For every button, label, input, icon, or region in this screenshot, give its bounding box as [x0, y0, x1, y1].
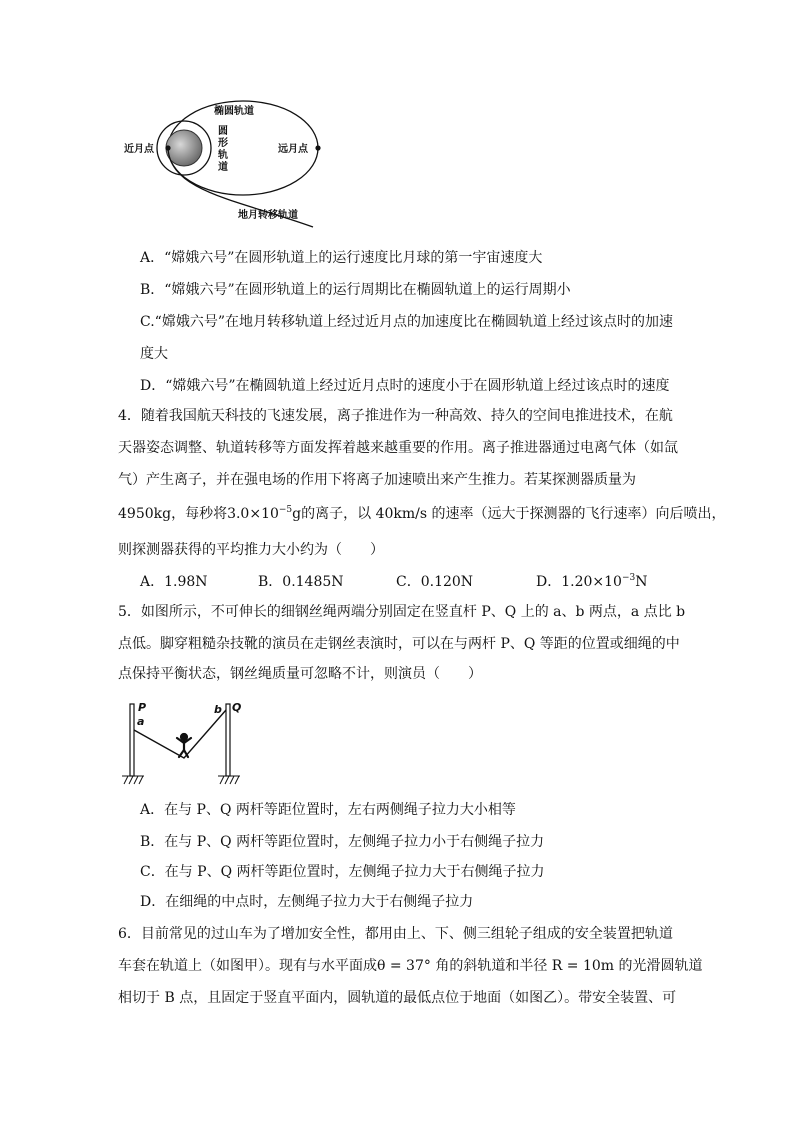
q6-stem-line-2: 车套在轨道上（如图甲）。现有与水平面成θ = 37° 角的斜轨道和半径 R = 10m 的光滑圆轨道 [118, 958, 703, 974]
q4-option-d-exp: −3 [621, 573, 636, 583]
pole-q [226, 704, 230, 776]
q5-option-d: D．在细绳的中点时，左侧绳子拉力大于右侧绳子拉力 [140, 894, 474, 910]
q4-option-d-unit: N [635, 574, 648, 590]
q4-option-c: C．0.120N [396, 574, 474, 590]
q4-line4-post: g的离子，以 40km/s 的速率（远大于探测器的飞行速率）向后喷出， [292, 506, 726, 522]
steel-rope [134, 710, 226, 758]
ground-left [122, 776, 144, 784]
q6-stem-line-3: 相切于 B 点，且固定于竖直平面内，圆轨道的最低点位于地面（如图乙）。带安全装置、可 [118, 990, 677, 1006]
performer [177, 734, 191, 757]
q5-option-c: C．在与 P、Q 两杆等距位置时，左侧绳子拉力大于右侧绳子拉力 [140, 864, 545, 880]
q6-stem-line-1: 6．目前常见的过山车为了增加安全性，都用由上、下、侧三组轮子组成的安全装置把轨道 [118, 926, 673, 942]
circle-label-2: 形 [218, 138, 228, 149]
q5-stem-line-1: 5．如图所示，不可伸长的细钢丝绳两端分别固定在竖直杆 P、Q 上的 a、b 两点，a 点比 b [118, 604, 686, 620]
q4-option-a: A．1.98N [140, 574, 208, 590]
label-q: Q [232, 701, 242, 714]
pole-p [130, 704, 134, 776]
label-a: a [137, 715, 145, 728]
circle-label-4: 道 [218, 162, 228, 173]
q3-option-c: C.“嫦娥六号”在地月转移轨道上经过近月点的加速度比在椭圆轨道上经过该点时的加速 [140, 314, 673, 330]
q5-stem-line-3: 点保持平衡状态，钢丝绳质量可忽略不计，则演员（ ） [118, 666, 482, 682]
q3-option-c-cont: 度大 [140, 346, 168, 362]
perilune-label: 近月点 [124, 144, 154, 155]
apolune-point [315, 145, 320, 150]
q4-line4-exp: −5 [278, 505, 293, 515]
q3-option-d: D．“嫦娥六号”在椭圆轨道上经过近月点时的速度小于在圆形轨道上经过该点时的速度 [140, 378, 670, 394]
q4-line4-num: 3.0×10 [227, 506, 279, 522]
q4-stem-line-1: 4．随着我国航天科技的飞速发展，离子推进作为一种高效、持久的空间电推进技术，在航 [118, 408, 673, 424]
q4-stem-line-5: 则探测器获得的平均推力大小约为（ ） [118, 542, 384, 558]
q3-option-b: B．“嫦娥六号”在圆形轨道上的运行周期比在椭圆轨道上的运行周期小 [140, 282, 571, 298]
label-b: b [214, 703, 222, 716]
q3-option-a: A．“嫦娥六号”在圆形轨道上的运行速度比月球的第一宇宙速度大 [140, 250, 543, 266]
q4-option-d [536, 572, 647, 592]
ellipse-label: 椭圆轨道 [214, 106, 254, 117]
transfer-label: 地月转移轨道 [238, 210, 298, 221]
orbit-diagram [118, 92, 338, 232]
label-p: P [138, 701, 147, 714]
apolune-label: 远月点 [278, 144, 308, 155]
tightrope-diagram [122, 698, 252, 790]
q5-option-a: A．在与 P、Q 两杆等距位置时，左右两侧绳子拉力大小相等 [140, 802, 516, 818]
q4-line4-pre: 4950kg，每秒将 [118, 506, 228, 522]
q4-stem-line-3: 气）产生离子，并在强电场的作用下将离子加速喷出来产生推力。若某探测器质量为 [118, 472, 636, 488]
q4-option-d-num: D．1.20×10 [536, 574, 622, 590]
perilune-point [165, 145, 170, 150]
q5-stem-line-2: 点低。脚穿粗糙杂技靴的演员在走钢丝表演时，可以在与两杆 P、Q 等距的位置或细绳的中 [118, 636, 680, 652]
q4-stem-line-4 [118, 504, 726, 524]
q5-option-b: B．在与 P、Q 两杆等距位置时，左侧绳子拉力小于右侧绳子拉力 [140, 834, 545, 850]
q4-option-b: B．0.1485N [258, 574, 344, 590]
circle-label-1: 圆 [218, 126, 228, 137]
ground-right [218, 776, 240, 784]
q4-options [140, 572, 660, 592]
circle-label-3: 轨 [218, 150, 228, 161]
q4-stem-line-2: 天器姿态调整、轨道转移等方面发挥着越来越重要的作用。离子推进器通过电离气体（如氙 [118, 440, 678, 456]
